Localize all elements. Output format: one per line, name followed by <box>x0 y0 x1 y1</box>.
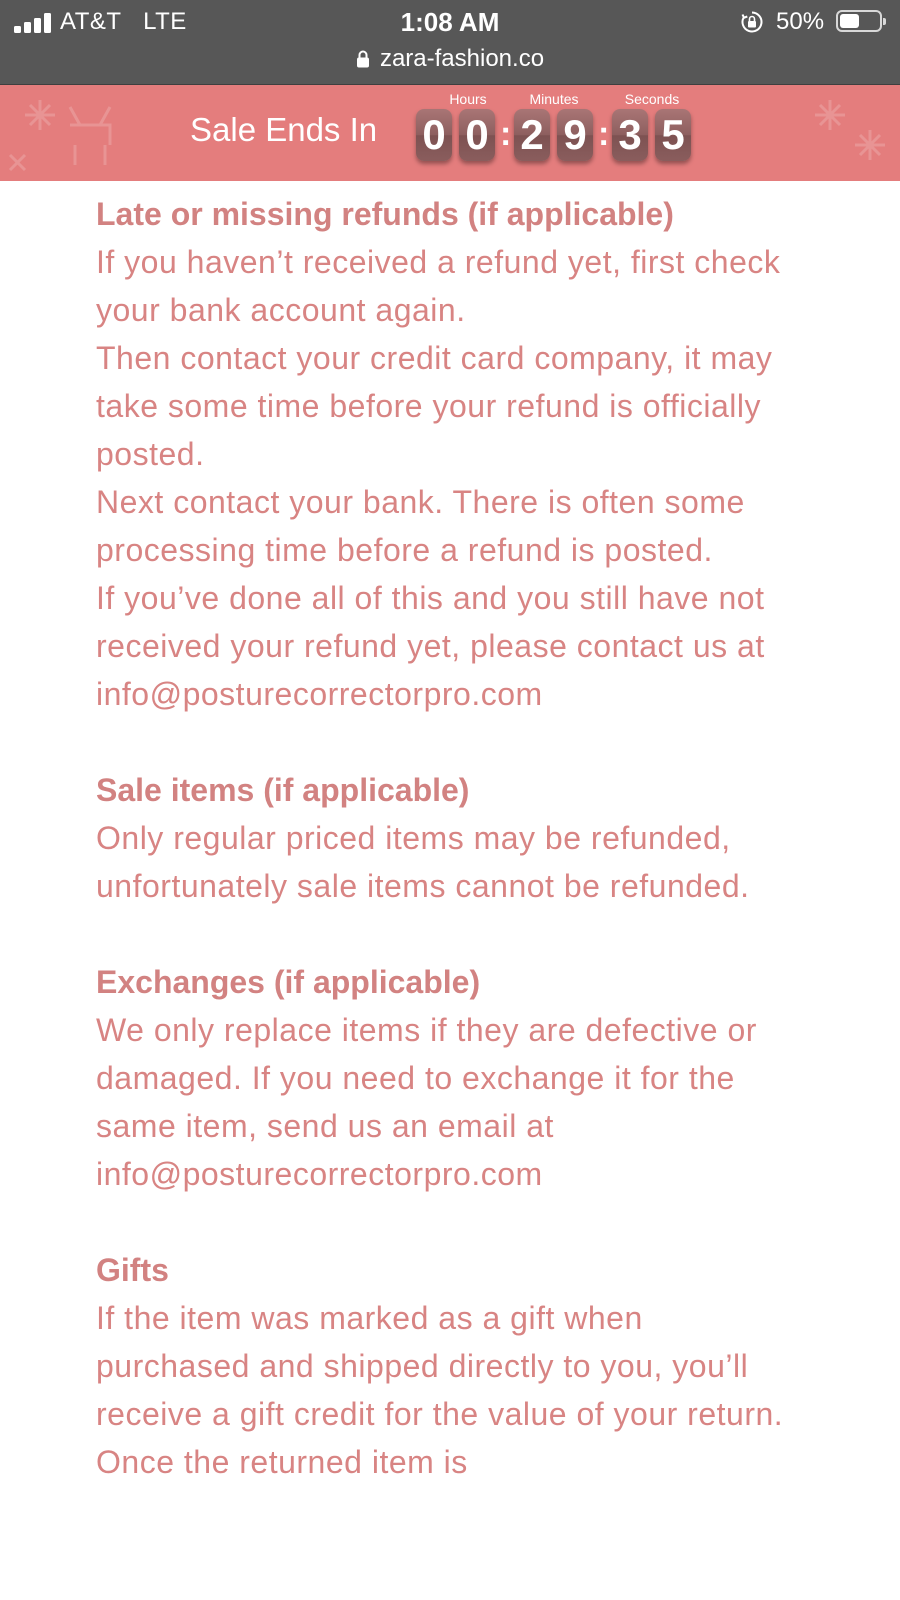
sale-items-heading: Sale items (if applicable) <box>96 772 470 808</box>
carrier-name: AT&T <box>60 8 122 35</box>
hours-tens-digit: 0 <box>416 109 452 161</box>
gifts-section <box>96 1246 796 1486</box>
sale-ends-label: Sale Ends In <box>190 111 378 148</box>
gifts-heading: Gifts <box>96 1252 169 1288</box>
address-bar[interactable] <box>0 42 900 76</box>
late-refunds-section <box>96 190 796 718</box>
late-refunds-paragraph: If you’ve done all of this and you still have not received your refund yet, please contact us at info@posturecorrectorpro.com <box>96 580 765 712</box>
sale-items-section <box>96 766 796 910</box>
seconds-label: Seconds <box>624 91 680 107</box>
hours-ones-digit: 0 <box>459 109 495 161</box>
padlock-icon <box>356 50 370 68</box>
minutes-ones-digit: 9 <box>557 109 593 161</box>
late-refunds-paragraph: Next contact your bank. There is often some processing time before a refund is posted. <box>96 484 745 568</box>
seconds-ones-digit: 5 <box>655 109 691 161</box>
late-refunds-heading: Late or missing refunds (if applicable) <box>96 196 674 232</box>
exchanges-heading: Exchanges (if applicable) <box>96 964 481 1000</box>
countdown-separator: : <box>500 115 512 153</box>
status-bar <box>0 0 900 44</box>
refund-policy-content <box>96 190 796 1534</box>
battery-icon <box>836 10 882 32</box>
sale-countdown-banner <box>0 85 900 181</box>
browser-top-bar <box>0 0 900 85</box>
battery-nub <box>883 18 886 25</box>
network-type: LTE <box>143 8 187 35</box>
sale-items-body: Only regular priced items may be refunded, unfortunately sale items cannot be refunded. <box>96 820 750 904</box>
rotation-lock-icon <box>740 10 764 34</box>
countdown-separator: : <box>598 115 610 153</box>
url-text[interactable]: zara-fashion.co <box>379 45 545 72</box>
late-refunds-paragraph: Then contact your credit card company, it may take some time before your refund is officially posted. <box>96 340 773 472</box>
minutes-tens-digit: 2 <box>514 109 550 161</box>
exchanges-body: We only replace items if they are defective or damaged. If you need to exchange it for the same item, send us an email at info@posturecorrectorpro.com <box>96 1012 757 1192</box>
gifts-body: If the item was marked as a gift when purchased and shipped directly to you, you’ll receive a gift credit for the value of your return. Once the returned item is <box>96 1300 784 1480</box>
hours-label: Hours <box>449 91 487 107</box>
minutes-label: Minutes <box>529 91 579 107</box>
battery-percent: 50% <box>776 8 825 35</box>
exchanges-section <box>96 958 796 1198</box>
seconds-tens-digit: 3 <box>612 109 648 161</box>
late-refunds-paragraph: If you haven’t received a refund yet, first check your bank account again. <box>96 244 781 328</box>
battery-fill <box>840 14 859 28</box>
status-time: 1:08 AM <box>400 7 500 37</box>
